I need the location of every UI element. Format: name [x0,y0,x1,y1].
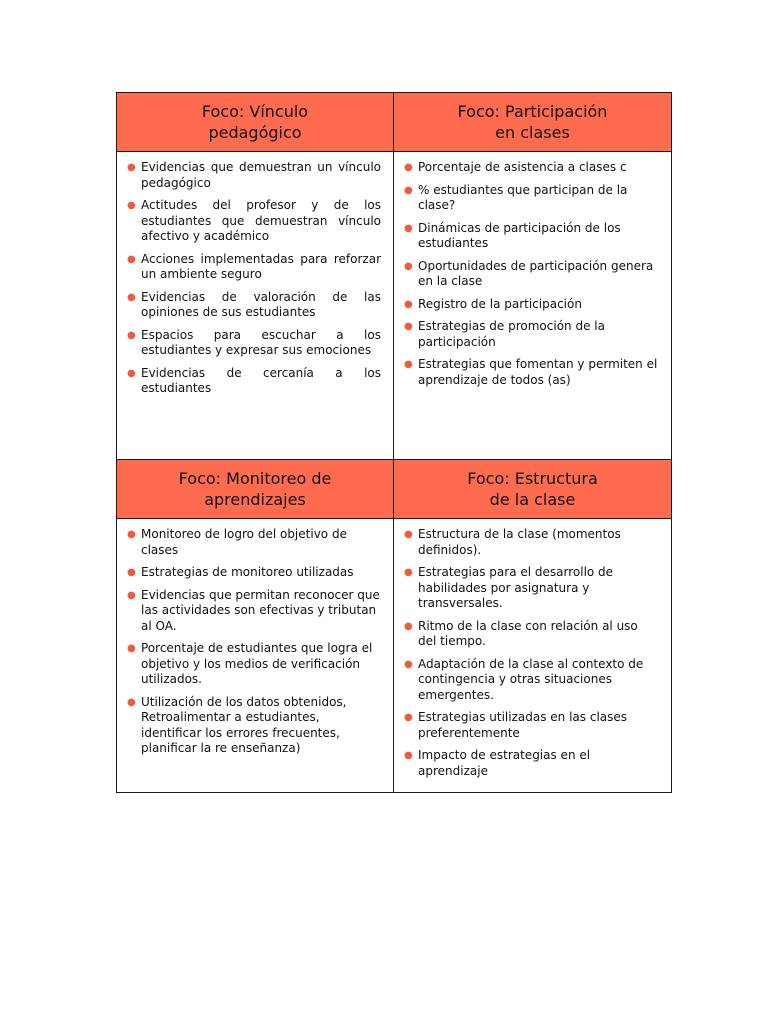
bullet-icon: ● [127,589,136,601]
item-text: Porcentaje de estudiantes que logra el objetivo y los medios de verificación utilizados. [141,641,373,686]
list-item [404,619,659,650]
list-item [404,259,659,290]
item-list [127,527,381,757]
item-text: Porcentaje de asistencia a clases c [418,160,627,174]
quadrant-title-line: en clases [495,123,570,142]
list-item [404,565,659,612]
quadrant-header-monitoreo [117,460,394,519]
bullet-icon: ● [127,567,136,578]
body-row-2 [117,519,672,793]
list-item [404,319,659,350]
quadrant-body-estructura [394,519,672,793]
list-item [127,641,381,688]
list-item [127,366,381,397]
item-text: Oportunidades de participación genera en la clase [418,258,654,288]
header-row-2 [117,460,672,519]
item-text: Adaptación de la clase al contexto de contingencia y otras situaciones emergentes. [418,656,644,702]
list-item [404,221,659,252]
quadrant-title-line: pedagógico [208,123,302,142]
item-text: Evidencias que permitan reconocer que las actividades son efectivas y tributan al OA. [141,587,380,633]
body-row-1 [117,152,672,460]
item-text: Impacto de estrategias en el aprendizaje [418,748,591,778]
item-text: Estrategias utilizadas en las clases preferentemente [418,710,628,740]
item-text: Utilización de los datos obtenidos, Retroalimentar a estudiantes, identificar los errores frecuentes, planificar la re enseñanza) [141,694,347,755]
item-list [127,160,381,397]
bullet-icon: ● [127,162,136,173]
item-text: Estrategias de promoción de la participación [418,319,605,349]
item-text: Actitudes del profesor y de los estudiantes que demuestran vínculo afectivo y académico [141,198,381,243]
item-text: Acciones implementadas para reforzar un ambiente seguro [141,251,381,281]
bullet-icon: ● [127,696,136,708]
list-item [404,357,659,388]
quadrant-body-participacion [394,152,672,460]
bullet-icon: ● [127,291,136,303]
list-item [127,198,381,245]
quadrant-body-vinculo [117,152,394,460]
bullet-icon: ● [404,222,413,234]
bullet-icon: ● [127,200,136,211]
bullet-icon: ● [404,620,413,632]
quadrant-title-line: Foco: Vínculo [201,102,309,121]
list-item [127,695,381,757]
item-text: Monitoreo de logro del objetivo de clases [141,527,347,557]
bullet-icon: ● [404,567,413,578]
quadrant-header-estructura [394,460,672,519]
quadrant-header-participacion [394,93,672,152]
list-item [404,748,659,779]
bullet-icon: ● [404,658,413,670]
bullet-icon: ● [404,750,413,761]
item-text: Registro de la participación [418,296,582,311]
item-text: Evidencias de cercanía a los estudiantes [141,365,381,395]
item-text: Evidencias de valoración de las opiniones de sus estudiantes [141,289,381,319]
item-text: Estructura de la clase (momentos definidos). [418,527,621,557]
list-item [404,160,659,176]
list-item [404,297,659,313]
quadrant-title-line: Foco: Estructura [467,469,598,488]
list-item [127,588,381,635]
bullet-icon: ● [404,184,413,196]
list-item [404,657,659,704]
item-text: Ritmo de la clase con relación al uso del tiempo. [418,618,638,648]
bullet-icon: ● [404,321,413,332]
header-row-1 [117,93,672,152]
list-item [127,527,381,558]
bullet-icon: ● [404,712,413,723]
list-item [127,565,381,581]
bullet-icon: ● [404,260,413,272]
quadrant-title-line: Foco: Participación [457,102,608,121]
bullet-icon: ● [127,643,136,654]
bullet-icon: ● [404,298,413,310]
item-text: Espacios para escuchar a los estudiantes y expresar sus emociones [141,327,381,357]
list-item [404,527,659,558]
list-item [127,290,381,321]
item-text: Estrategias que fomentan y permiten el aprendizaje de todos (as) [418,357,658,387]
list-item [404,183,659,214]
list-item [404,710,659,741]
quadrant-header-vinculo [117,93,394,152]
quadrant-body-monitoreo [117,519,394,793]
item-text: Evidencias que demuestran un vínculo pedagógico [141,160,381,190]
bullet-icon: ● [127,529,136,540]
item-text: Estrategias para el desarrollo de habilidades por asignatura y transversales. [418,565,614,610]
list-item [127,160,381,191]
item-text: Estrategias de monitoreo utilizadas [141,565,354,579]
item-list [404,160,659,388]
focus-grid-table [116,92,672,793]
quadrant-title-line: Foco: Monitoreo de [178,469,332,488]
item-text: Dinámicas de participación de los estudiantes [418,220,621,250]
bullet-icon: ● [127,329,136,341]
list-item [127,252,381,283]
quadrant-title-line: aprendizajes [204,490,306,509]
bullet-icon: ● [127,367,136,379]
bullet-icon: ● [404,359,413,370]
bullet-icon: ● [404,162,413,173]
list-item [127,328,381,359]
bullet-icon: ● [127,253,136,265]
bullet-icon: ● [404,529,413,540]
quadrant-title-line: de la clase [489,490,576,509]
item-text: % estudiantes que participan de la clase? [418,182,628,212]
item-list [404,527,659,779]
